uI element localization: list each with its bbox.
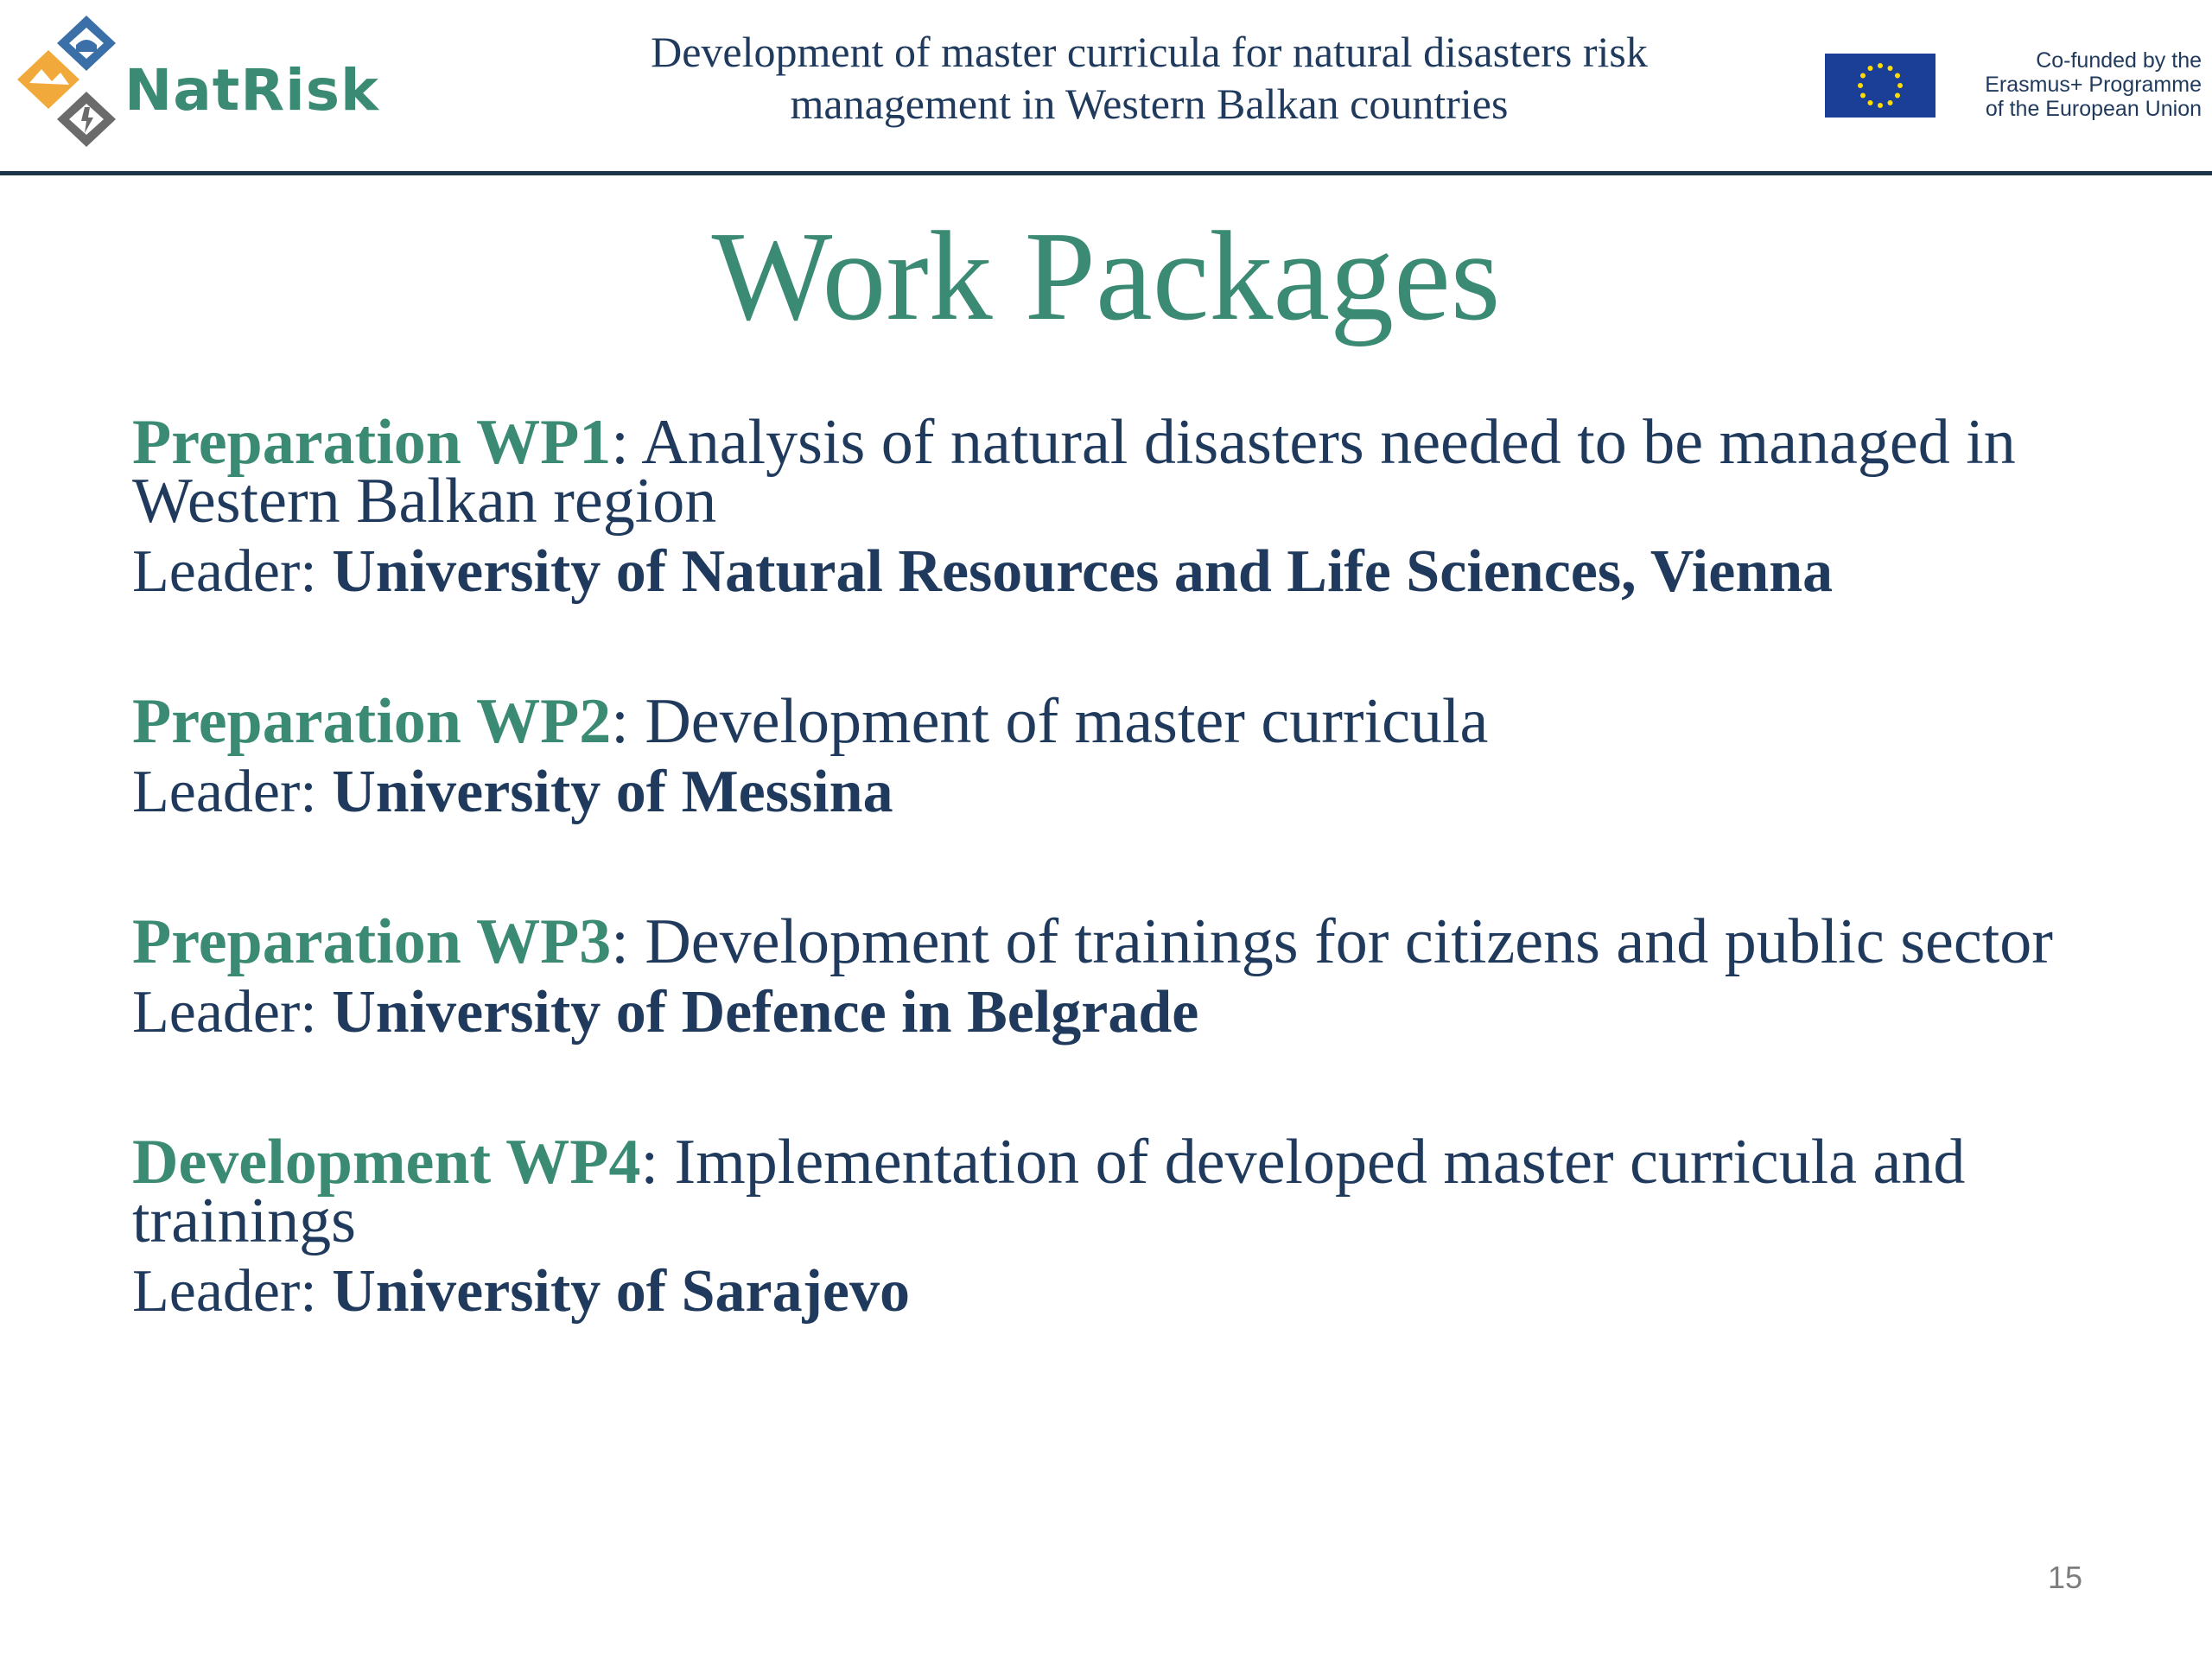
work-package-description [132,1127,2120,1256]
work-package-text: : Analysis of natural disasters needed to be managed in Western Balkan region [132,407,2016,537]
leader-name: University of Defence in Belgrade [332,979,1199,1046]
work-package-item [132,1127,2120,1330]
leader-label: Leader: [132,1258,333,1325]
header-divider [0,171,2212,175]
work-package-description [132,407,2120,537]
eu-text-line-2: Erasmus+ Programme [1985,73,2202,97]
work-package-description [132,686,2120,757]
work-package-leader [132,1254,2120,1330]
work-package-description [132,906,2120,977]
leader-name: University of Natural Resources and Life Sciences, Vienna [332,538,1834,605]
leader-name: University of Messina [332,759,893,825]
eu-text-line-1: Co-funded by the [2036,48,2202,73]
eu-text-line-3: of the European Union [1985,97,2202,121]
eu-cofunded-text [1937,48,2202,121]
work-package-leader [132,534,2120,610]
work-package-item [132,407,2120,610]
work-package-prefix: Preparation WP3 [132,906,612,977]
project-title [553,26,1745,130]
project-title-line-2: management in Western Balkan countries [790,79,1509,128]
work-package-text: : Implementation of developed master curricula and trainings [132,1127,1966,1256]
work-package-leader [132,754,2120,830]
natrisk-logo-icon [12,12,124,150]
natrisk-logo [12,12,379,159]
natrisk-logo-text: NatRisk [124,57,379,124]
slide-header [0,0,2212,173]
work-package-text: : Development of master curricula [611,686,1489,757]
slide-title: Work Packages [711,206,1501,347]
eu-cofunded-logo [1825,48,2205,126]
work-package-text: : Development of trainings for citizens and public sector [611,906,2053,977]
work-package-item [132,906,2120,1051]
work-package-prefix: Development WP4 [132,1127,641,1198]
leader-label: Leader: [132,538,333,605]
work-package-prefix: Preparation WP1 [132,407,612,478]
work-package-list [132,407,2120,1412]
work-package-leader [132,975,2120,1051]
eu-flag-icon [1825,54,1936,118]
leader-label: Leader: [132,979,333,1046]
leader-name: University of Sarajevo [332,1258,910,1325]
work-package-prefix: Preparation WP2 [132,686,612,757]
page-number: 15 [2047,1560,2082,1595]
leader-label: Leader: [132,759,333,825]
work-package-item [132,686,2120,830]
project-title-line-1: Development of master curricula for natural disasters risk [651,28,1648,76]
